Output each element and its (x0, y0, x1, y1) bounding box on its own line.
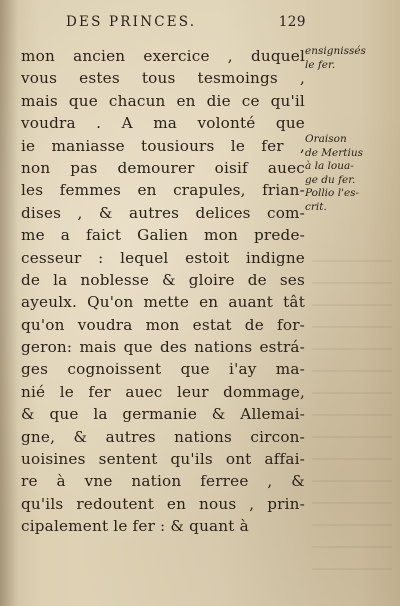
margin-note-line: ensignissés (305, 45, 366, 57)
text-line: mon ancien exercice , duquel (21, 47, 305, 65)
text-line: mais que chacun en die ce qu'il (21, 91, 305, 110)
margin-note-line: Oraison (305, 133, 347, 145)
text-line: ges cognoissent que i'ay ma- (21, 360, 305, 379)
margin-note-2 (305, 133, 363, 214)
text-line: me a faict Galien mon prede- (21, 226, 305, 245)
show-through-text (312, 240, 392, 570)
text-line: nié le fer auec leur dommage, (21, 382, 305, 401)
margin-note-line: le fer. (305, 58, 336, 71)
text-line: geron: mais que des nations estrá- (21, 338, 305, 357)
text-line: uoisines sentent qu'ils ont affai- (21, 450, 305, 469)
margin-note-line: Pollio l'es- (305, 187, 360, 199)
body-text (21, 45, 305, 538)
text-line: de la noblesse & gloire de ses (21, 270, 305, 289)
text-line: voudra . A ma volonté que (21, 114, 305, 133)
text-line: ayeulx. Qu'on mette en auant tât (21, 293, 305, 312)
text-line: ie maniasse tousiours le fer , (21, 136, 305, 155)
text-line: vous estes tous tesmoings , (21, 69, 305, 88)
text-line: les femmes en crapules, frian- (21, 181, 305, 200)
text-line: dises , & autres delices com- (21, 203, 305, 222)
margin-note-line: ge du fer. (305, 173, 356, 186)
page-gutter-shadow (0, 0, 18, 606)
text-line: non pas demourer oisif auec (21, 158, 305, 177)
margin-note-line: de Mertius (305, 146, 363, 159)
margin-note-1 (305, 45, 366, 72)
text-line: qu'on voudra mon estat de for- (21, 315, 305, 334)
text-line: & que la germanie & Allemai- (21, 405, 305, 424)
margin-note-line: crit. (305, 200, 327, 213)
running-head-title: DES PRINCES. (66, 14, 197, 30)
running-head (66, 14, 306, 30)
margin-note-line: à la loua- (305, 160, 354, 172)
text-line: re à vne nation ferree , & (21, 472, 305, 491)
text-line: cipalement le fer : & quant à (21, 517, 249, 536)
text-line: cesseur : lequel estoit indigne (21, 248, 305, 267)
page-number: 129 (278, 14, 306, 30)
text-line: gne, & autres nations circon- (21, 427, 305, 446)
text-line: qu'ils redoutent en nous , prin- (21, 494, 305, 513)
